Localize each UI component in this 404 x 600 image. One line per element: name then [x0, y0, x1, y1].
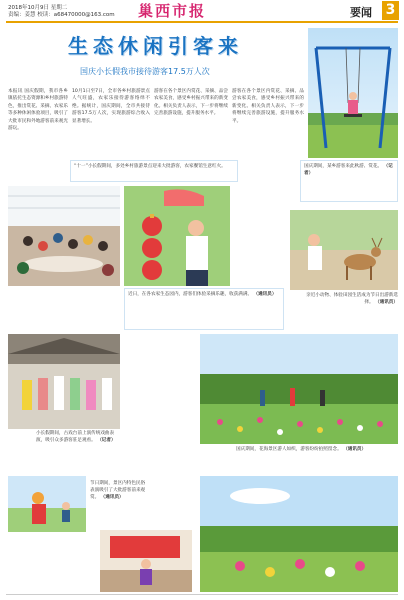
footer-rule: [6, 594, 398, 595]
editor-info: 责编：姜慧 校读：a68470000@163.com: [8, 12, 115, 18]
article-col-2: 10月1日至7日，全市各乡村旅游景点人气旺盛，农家乐接待游客络绎不绝。据统计，国庆期间，全市共接待游客17.5万人次，实现旅游综合收入显著增长。: [72, 89, 150, 124]
caption-picking: [124, 288, 284, 330]
caption-opera: [36, 430, 120, 460]
article-col-1: 本报讯 国庆假期，我市各乡镇依托生态资源和乡村旅游特色，推出赏花、采摘、农家乐等多种休闲体验项目，吸引了大批市民和外地游客前来观光游玩。: [8, 89, 68, 132]
caption-deer-credit: （通讯员）: [375, 300, 398, 306]
caption-flowers-credit: （通讯员）: [343, 447, 367, 452]
caption-flowers: [236, 446, 396, 462]
caption-folk-credit: （通讯员）: [100, 495, 124, 501]
folk-show-photo: [8, 476, 86, 532]
caption-picking-text: 近日，在各农家生态园内，游客们体验采摘乐趣，收获满满。: [128, 292, 253, 297]
newspaper-title: 巢西市报: [138, 2, 207, 20]
header-rule: [6, 21, 398, 23]
caption-opera-credit: （记者）: [97, 438, 116, 444]
caption-opera-text: 小长假期间，古戏台前上演传统戏曲表演，吸引众多游客驻足观看。: [36, 431, 115, 444]
flower-field-photo: [200, 334, 398, 444]
section-name: 要闻: [350, 6, 372, 19]
page-number: 3: [382, 1, 399, 20]
lantern-photo: [124, 186, 230, 286]
opera-photo: [8, 334, 120, 429]
caption-picking-credit: （通讯员）: [253, 292, 277, 297]
caption-swing: [300, 160, 398, 202]
caption-deer-text: 亲近小动物、体验田园生活成为节日出游新选择。: [306, 293, 398, 306]
dining-photo: [8, 186, 120, 286]
article-col-4: 游客在各个景区内赏花、采摘、品尝农家美食，感受乡村振兴带来的新变化。相关负责人表示，下一步将继续完善旅游设施，提升服务水平。: [232, 89, 304, 124]
caption-folk-text: 节日期间，景区内特色民俗表演吸引了大批游客前来观赏。: [90, 481, 146, 501]
caption-flowers-text: 国庆期间，花海景区游人如织，游客纷纷拍照留念。: [236, 447, 342, 452]
garden-photo: [200, 476, 398, 592]
performer-photo: [100, 530, 192, 592]
deer-photo: [290, 210, 398, 290]
caption-swing-text: 国庆期间，某乡游客来此秋游、赏花。: [304, 164, 383, 169]
headline: 生态休闲引客来: [68, 34, 243, 58]
caption-folk: [90, 480, 146, 526]
subheadline: 国庆小长假我市接待游客17.5万人次: [80, 67, 210, 76]
issue-date: 2018年10月9日 星期二: [8, 5, 68, 11]
article-col-3: 游客在各个景区内赏花、采摘、品尝农家美食，感受乡村振兴带来的新变化。相关负责人表示，下一步将继续完善旅游设施，提升服务水平。: [154, 89, 228, 117]
caption-deer: [298, 292, 398, 322]
caption-dining-text: “十一”小长假期间，多处乡村旅游景点迎来大批游客，农家餐馆生意红火。: [74, 164, 226, 169]
swing-photo: [308, 28, 398, 158]
caption-dining: [70, 160, 238, 182]
caption-swing-credit: （记者）: [304, 164, 393, 177]
